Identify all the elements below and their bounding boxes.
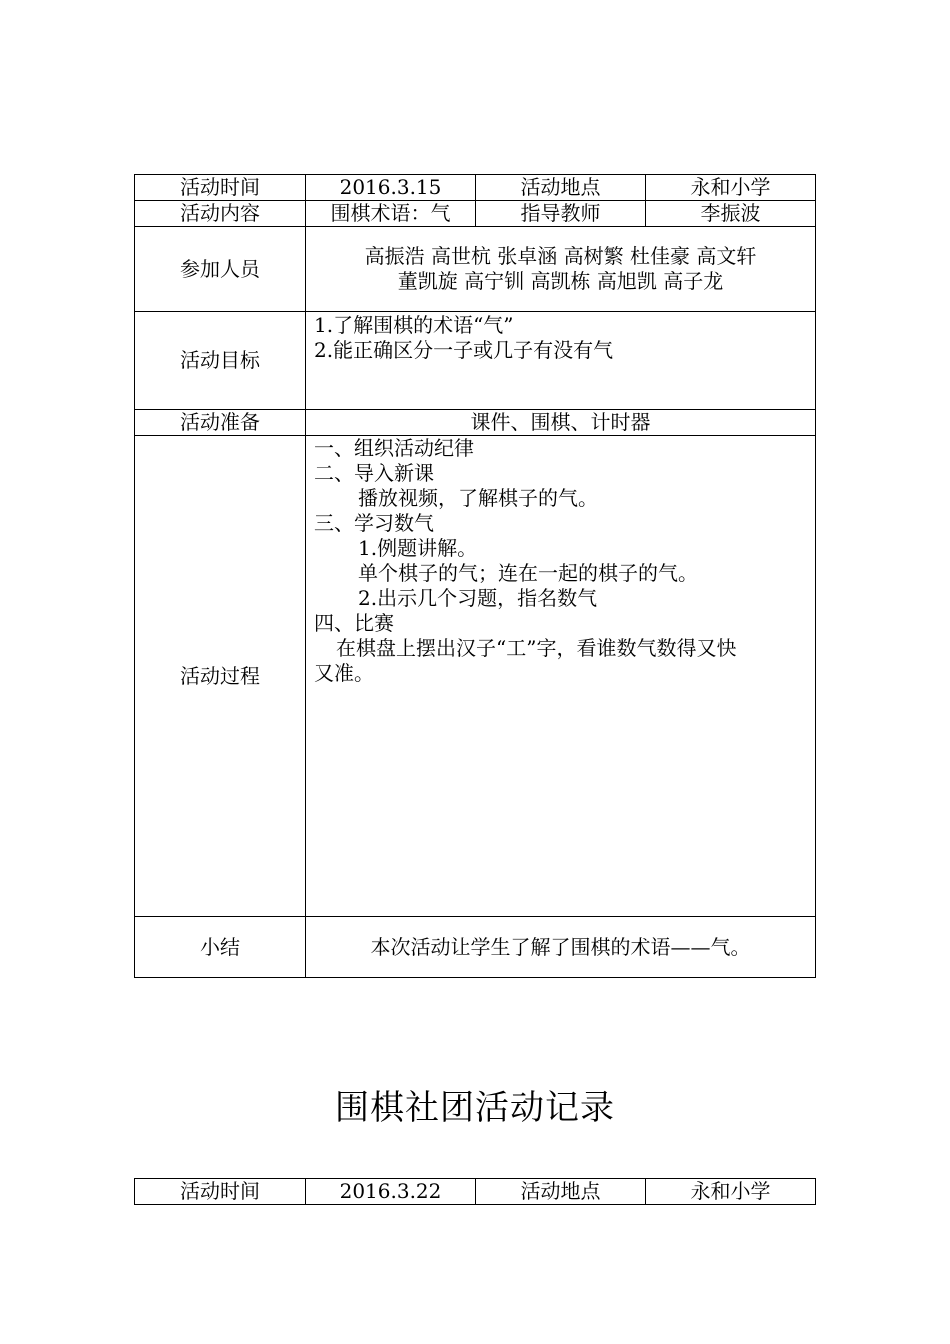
participants-line-1: 高振浩 高世杭 张卓涵 高树繁 杜佳豪 高文轩 (364, 244, 757, 268)
summary-value: 本次活动让学生了解了围棋的术语——气。 (306, 917, 816, 978)
goal-line-2: 2.能正确区分一子或几子有没有气 (314, 338, 614, 362)
activity-record-table-2 (134, 1178, 816, 1205)
process-line: 播放视频，了解棋子的气。 (358, 486, 598, 510)
process-line: 四、比赛 (314, 611, 394, 635)
process-line: 1.例题讲解。 (358, 536, 478, 560)
process-value (306, 436, 816, 917)
place-value: 永和小学 (646, 175, 816, 201)
preparation-value: 课件、围棋、计时器 (306, 410, 816, 436)
process-line: 又准。 (314, 661, 374, 685)
place-value: 永和小学 (646, 1179, 816, 1205)
process-line: 单个棋子的气；连在一起的棋子的气。 (358, 561, 698, 585)
time-value: 2016.3.22 (306, 1179, 476, 1205)
process-line: 三、学习数气 (314, 511, 434, 535)
time-label: 活动时间 (135, 1179, 306, 1205)
participants-line-2: 董凯旋 高宁钏 高凯栋 高旭凯 高子龙 (397, 269, 724, 293)
place-label: 活动地点 (476, 175, 646, 201)
activity-record-table-1 (134, 174, 816, 978)
goal-line-1: 1.了解围棋的术语“气” (314, 313, 514, 337)
teacher-label: 指导教师 (476, 201, 646, 227)
summary-label: 小结 (135, 917, 306, 978)
process-line: 二、导入新课 (314, 461, 434, 485)
content-value: 围棋术语：气 (306, 201, 476, 227)
time-label: 活动时间 (135, 175, 306, 201)
place-label: 活动地点 (476, 1179, 646, 1205)
process-line: 2.出示几个习题，指名数气 (358, 586, 598, 610)
process-label: 活动过程 (135, 436, 306, 917)
participants-value (306, 227, 816, 312)
time-value: 2016.3.15 (306, 175, 476, 201)
page-title: 围棋社团活动记录 (335, 1088, 615, 1128)
goals-label: 活动目标 (135, 312, 306, 410)
content-label: 活动内容 (135, 201, 306, 227)
teacher-value: 李振波 (646, 201, 816, 227)
process-line: 在棋盘上摆出汉子“工”字，看谁数气数得又快 (336, 636, 737, 660)
participants-label: 参加人员 (135, 227, 306, 312)
process-line: 一、组织活动纪律 (314, 436, 474, 460)
preparation-label: 活动准备 (135, 410, 306, 436)
goals-value (306, 312, 816, 410)
